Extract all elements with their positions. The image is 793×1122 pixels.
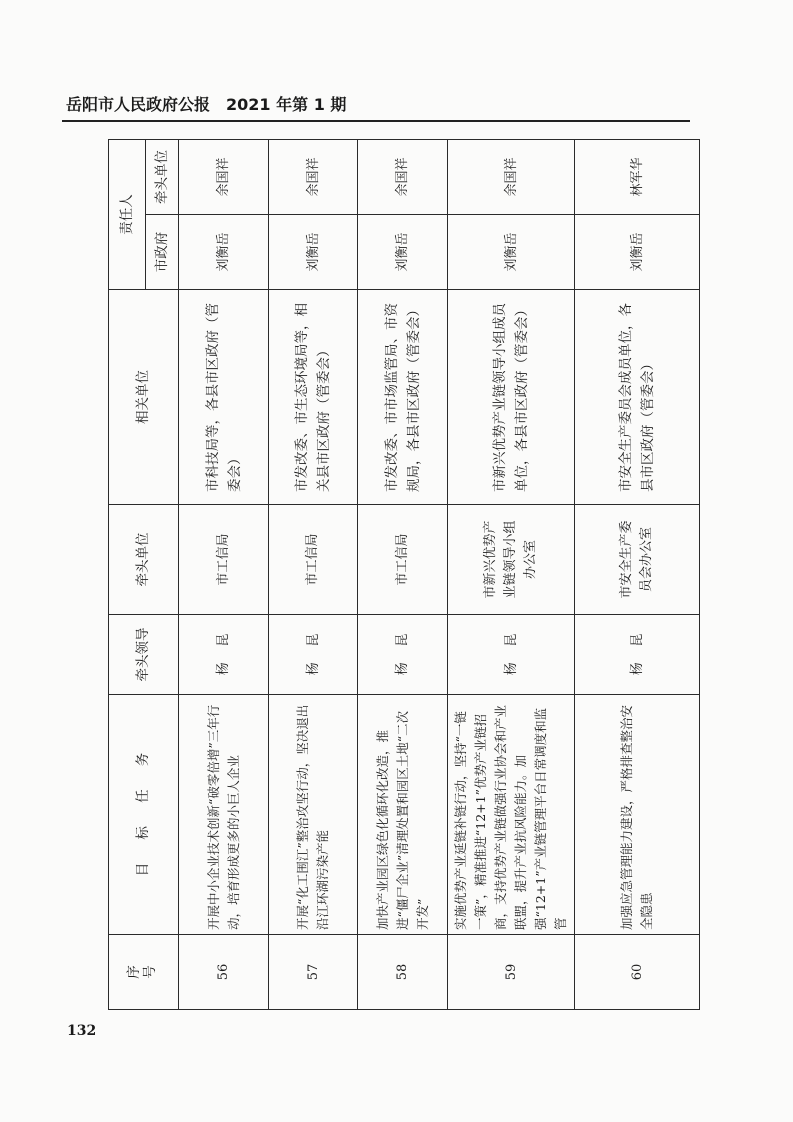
- rotated-table-container: [108, 140, 690, 1010]
- cell-task: 开展“化工围江”整治攻坚行动，坚决退出沿江环湖污染产能: [269, 695, 358, 935]
- col-header-responsible-unit: 牵头单位: [146, 140, 179, 215]
- col-header-index: [109, 935, 179, 1010]
- table-row: [575, 140, 700, 1010]
- publication-title: 岳阳市人民政府公报: [66, 95, 211, 114]
- cell-responsible-gov: 刘衡岳: [448, 215, 575, 290]
- table-row: [269, 140, 358, 1010]
- cell-lead-unit: 市工信局: [269, 505, 358, 615]
- cell-index: 57: [269, 935, 358, 1010]
- cell-responsible-gov: 刘衡岳: [179, 215, 269, 290]
- col-header-index-label: 序号: [126, 965, 158, 979]
- cell-lead-unit: 市安全生产委员会办公室: [575, 505, 700, 615]
- table-header-row: [109, 140, 146, 1010]
- cell-lead-leader: 杨 昆: [448, 615, 575, 695]
- cell-responsible-gov: 刘衡岳: [575, 215, 700, 290]
- col-header-responsible-gov: 市政府: [146, 215, 179, 290]
- cell-lead-leader: 杨 昆: [179, 615, 269, 695]
- cell-task: 加强应急管理能力建设，严格排查整治安全隐患: [575, 695, 700, 935]
- table-row: [358, 140, 448, 1010]
- cell-lead-unit: 市工信局: [358, 505, 448, 615]
- task-table: [108, 139, 700, 1010]
- col-header-responsible: 责任人: [109, 140, 146, 290]
- cell-index: 59: [448, 935, 575, 1010]
- cell-responsible-unit: 林军华: [575, 140, 700, 215]
- cell-task: 开展中小企业技术创新“破零倍增”三年行动，培育形成更多的小巨人企业: [179, 695, 269, 935]
- cell-related-units: 市发改委、市生态环境局等，相关县市区政府（管委会）: [269, 290, 358, 505]
- col-header-related-units: 相关单位: [109, 290, 179, 505]
- table-row: [179, 140, 269, 1010]
- cell-responsible-gov: 刘衡岳: [269, 215, 358, 290]
- cell-lead-unit: 市新兴优势产业链领导小组办公室: [448, 505, 575, 615]
- cell-responsible-gov: 刘衡岳: [358, 215, 448, 290]
- cell-responsible-unit: 余国祥: [179, 140, 269, 215]
- cell-related-units: 市安全生产委员会成员单位，各县市区政府（管委会）: [575, 290, 700, 505]
- header-rule: [62, 120, 690, 122]
- cell-related-units: 市发改委、市市场监管局、市资规局，各县市区政府（管委会）: [358, 290, 448, 505]
- cell-lead-unit: 市工信局: [179, 505, 269, 615]
- cell-lead-leader: 杨 昆: [358, 615, 448, 695]
- issue-label: 2021 年第 1 期: [226, 95, 347, 114]
- col-header-task: 目 标 任 务: [109, 695, 179, 935]
- table-row: [448, 140, 575, 1010]
- cell-responsible-unit: 余国祥: [358, 140, 448, 215]
- col-header-lead-leader: 牵头领导: [109, 615, 179, 695]
- col-header-lead-unit: 牵头单位: [109, 505, 179, 615]
- cell-task: 实施优势产业延链补链行动，坚持“一链一策”，精准推进“12+1”优势产业链招商，支持优势产业链做强行业协会和产业联盟，提升产业抗风险能力。加强“12+1”产业链管理平台日常调度和监管: [448, 695, 575, 935]
- cell-lead-leader: 杨 昆: [269, 615, 358, 695]
- cell-index: 60: [575, 935, 700, 1010]
- cell-index: 56: [179, 935, 269, 1010]
- cell-lead-leader: 杨 昆: [575, 615, 700, 695]
- cell-responsible-unit: 余国祥: [269, 140, 358, 215]
- cell-index: 58: [358, 935, 448, 1010]
- cell-related-units: 市新兴优势产业链领导小组成员单位，各县市区政府（管委会）: [448, 290, 575, 505]
- cell-related-units: 市科技局等，各县市区政府（管委会）: [179, 290, 269, 505]
- page-number: 132: [67, 1023, 97, 1039]
- cell-task: 加快产业园区绿色化循环化改造，推进“僵尸企业”清理处置和园区土地“二次开发”: [358, 695, 448, 935]
- running-header: [66, 95, 346, 115]
- cell-responsible-unit: 余国祥: [448, 140, 575, 215]
